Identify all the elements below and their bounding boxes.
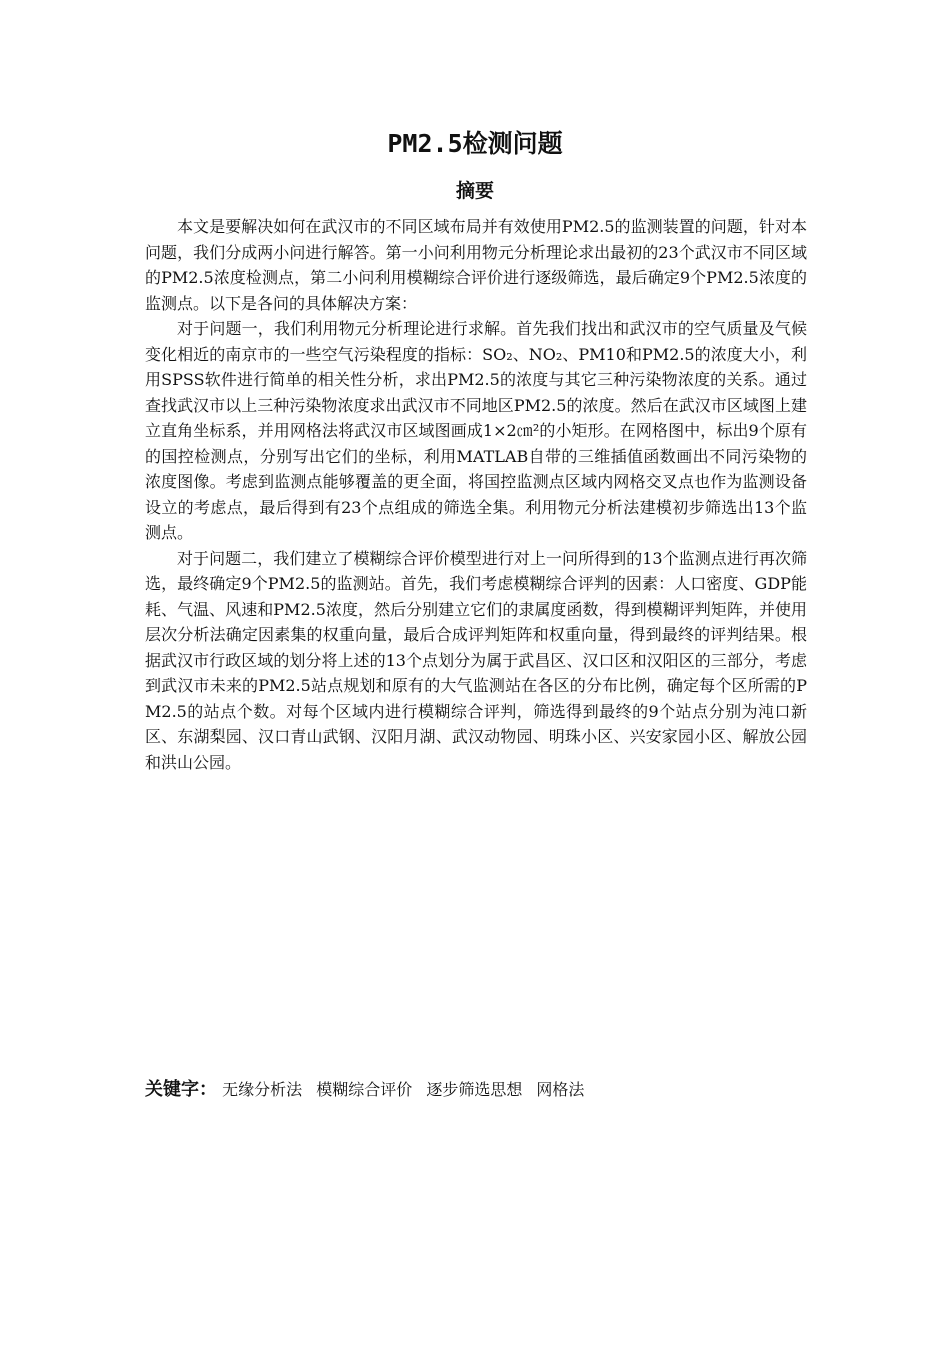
abstract-paragraph-1: 本文是要解决如何在武汉市的不同区域布局并有效使用PM2.5的监测装置的问题，针对本问题，我们分成两小问进行解答。第一小问利用物元分析理论求出最初的23个武汉市不同区域的PM2.5浓度检测点，第二小问利用模糊综合评价进行逐级筛选，最后确定9个PM2.5浓度的监测点。以下是各问的具体解决方案：: [145, 217, 807, 313]
document-title: PM2.5检测问题: [387, 129, 563, 158]
abstract-body: [145, 214, 807, 775]
abstract-paragraph-2: 对于问题一，我们利用物元分析理论进行求解。首先我们找出和武汉市的空气质量及气候变化相近的南京市的一些空气污染程度的指标：SO₂、NO₂、PM10和PM2.5的浓度大小，利用SPSS软件进行简单的相关性分析，求出PM2.5的浓度与其它三种污染物浓度的关系。通过查找武汉市以上三种污染物浓度求出武汉市不同地区PM2.5的浓度。然后在武汉市区域图上建立直角坐标系，并用网格法将武汉市区域图画成1×2㎝²的小矩形。在网格图中，标出9个原有的国控检测点，分别写出它们的坐标，利用MATLAB自带的三维插值函数画出不同污染物的浓度图像。考虑到监测点能够覆盖的更全面，将国控监测点区域内网格交叉点也作为监测设备设立的考虑点，最后得到有23个点组成的筛选全集。利用物元分析法建模初步筛选出13个监测点。: [145, 319, 807, 542]
keyword-item: 无缘分析法: [222, 1080, 303, 1099]
abstract-heading: 摘要: [455, 180, 494, 202]
keyword-item: 模糊综合评价: [316, 1080, 413, 1099]
keywords-line: [145, 1078, 807, 1102]
abstract-paragraph-3: 对于问题二，我们建立了模糊综合评价模型进行对上一问所得到的13个监测点进行再次筛选，最终确定9个PM2.5的监测站。首先，我们考虑模糊综合评判的因素：人口密度、GDP能耗、气温、风速和PM2.5浓度，然后分别建立它们的隶属度函数，得到模糊评判矩阵，并使用层次分析法确定因素集的权重向量，最后合成评判矩阵和权重向量，得到最终的评判结果。根据武汉市行政区域的划分将上述的13个点划分为属于武昌区、汉口区和汉阳区的三部分，考虑到武汉市未来的PM2.5站点规划和原有的大气监测站在各区的分布比例，确定每个区所需的PM2.5的站点个数。对每个区域内进行模糊综合评判，筛选得到最终的9个站点分别为沌口新区、东湖梨园、汉口青山武钢、汉阳月湖、武汉动物园、明珠小区、兴安家园小区、解放公园和洪山公园。: [145, 548, 807, 772]
keyword-item: 网格法: [536, 1080, 585, 1099]
keyword-item: 逐步筛选思想: [426, 1080, 523, 1099]
keywords-label: 关键字：: [145, 1079, 217, 1100]
